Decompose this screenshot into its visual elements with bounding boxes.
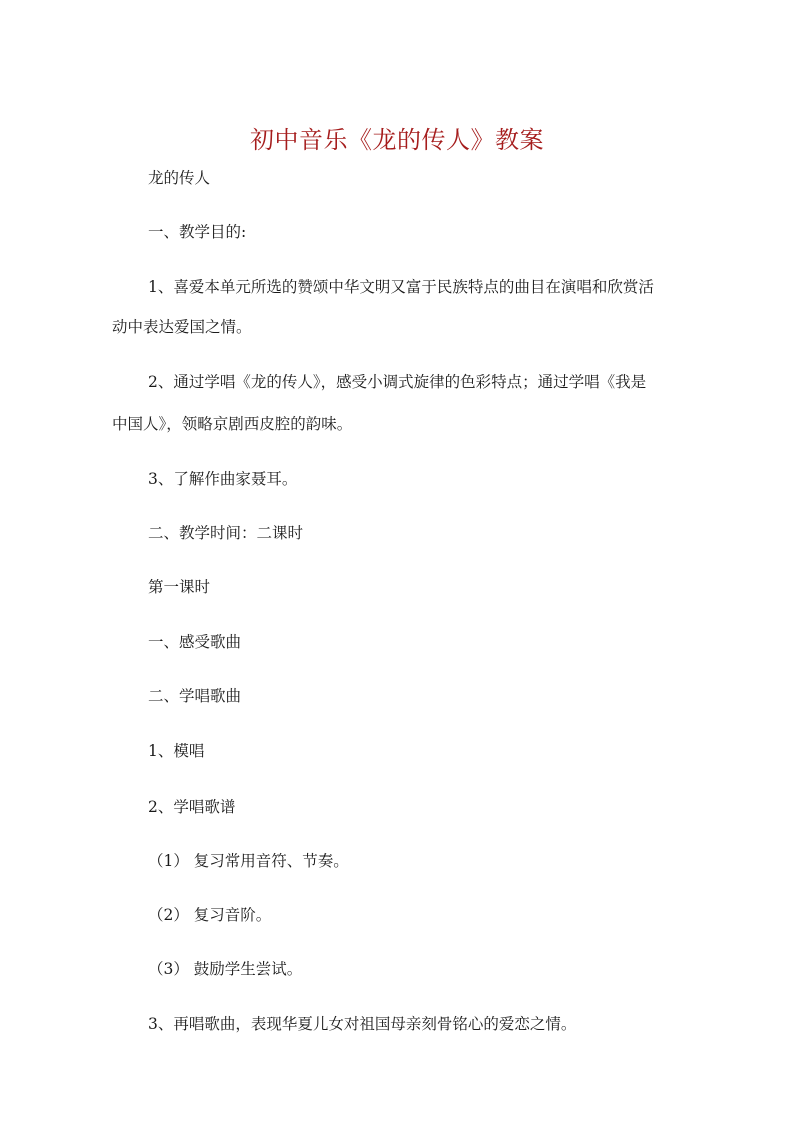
- paragraph-teaching-objectives: 一、教学目的:: [148, 223, 247, 241]
- paragraph-first-lesson: 第一课时: [148, 578, 211, 596]
- paragraph-feel-song: 一、感受歌曲: [148, 633, 242, 651]
- paragraph-sing-again: 3、再唱歌曲，表现华夏儿女对祖国母亲刻骨铭心的爱恋之情。: [148, 1015, 577, 1033]
- paragraph-step-1: （1） 复习常用音符、节奏。: [148, 852, 349, 870]
- paragraph-step-3: （3） 鼓励学生尝试。: [148, 960, 303, 978]
- paragraph-learn-song: 二、学唱歌曲: [148, 687, 242, 705]
- paragraph-teaching-time: 二、教学时间：二课时: [148, 524, 304, 542]
- paragraph-objective-1-cont: 动中表达爱国之情。: [112, 318, 252, 336]
- paragraph-objective-1: 1、喜爱本单元所选的赞颂中华文明又富于民族特点的曲目在演唱和欣赏活: [148, 278, 654, 296]
- paragraph-step-2: （2） 复习音阶。: [148, 906, 272, 924]
- paragraph-learn-score: 2、学唱歌谱: [148, 798, 236, 816]
- paragraph-imitate: 1、模唱: [148, 742, 205, 760]
- paragraph-objective-2-cont: 中国人》，领略京剧西皮腔的韵味。: [112, 415, 353, 433]
- paragraph-heading-lesson-name: 龙的传人: [148, 169, 211, 187]
- paragraph-objective-3: 3、了解作曲家聂耳。: [148, 470, 298, 488]
- paragraph-objective-2: 2、通过学唱《龙的传人》，感受小调式旋律的色彩特点；通过学唱《我是: [148, 373, 647, 391]
- document-title: 初中音乐《龙的传人》教案: [250, 126, 544, 154]
